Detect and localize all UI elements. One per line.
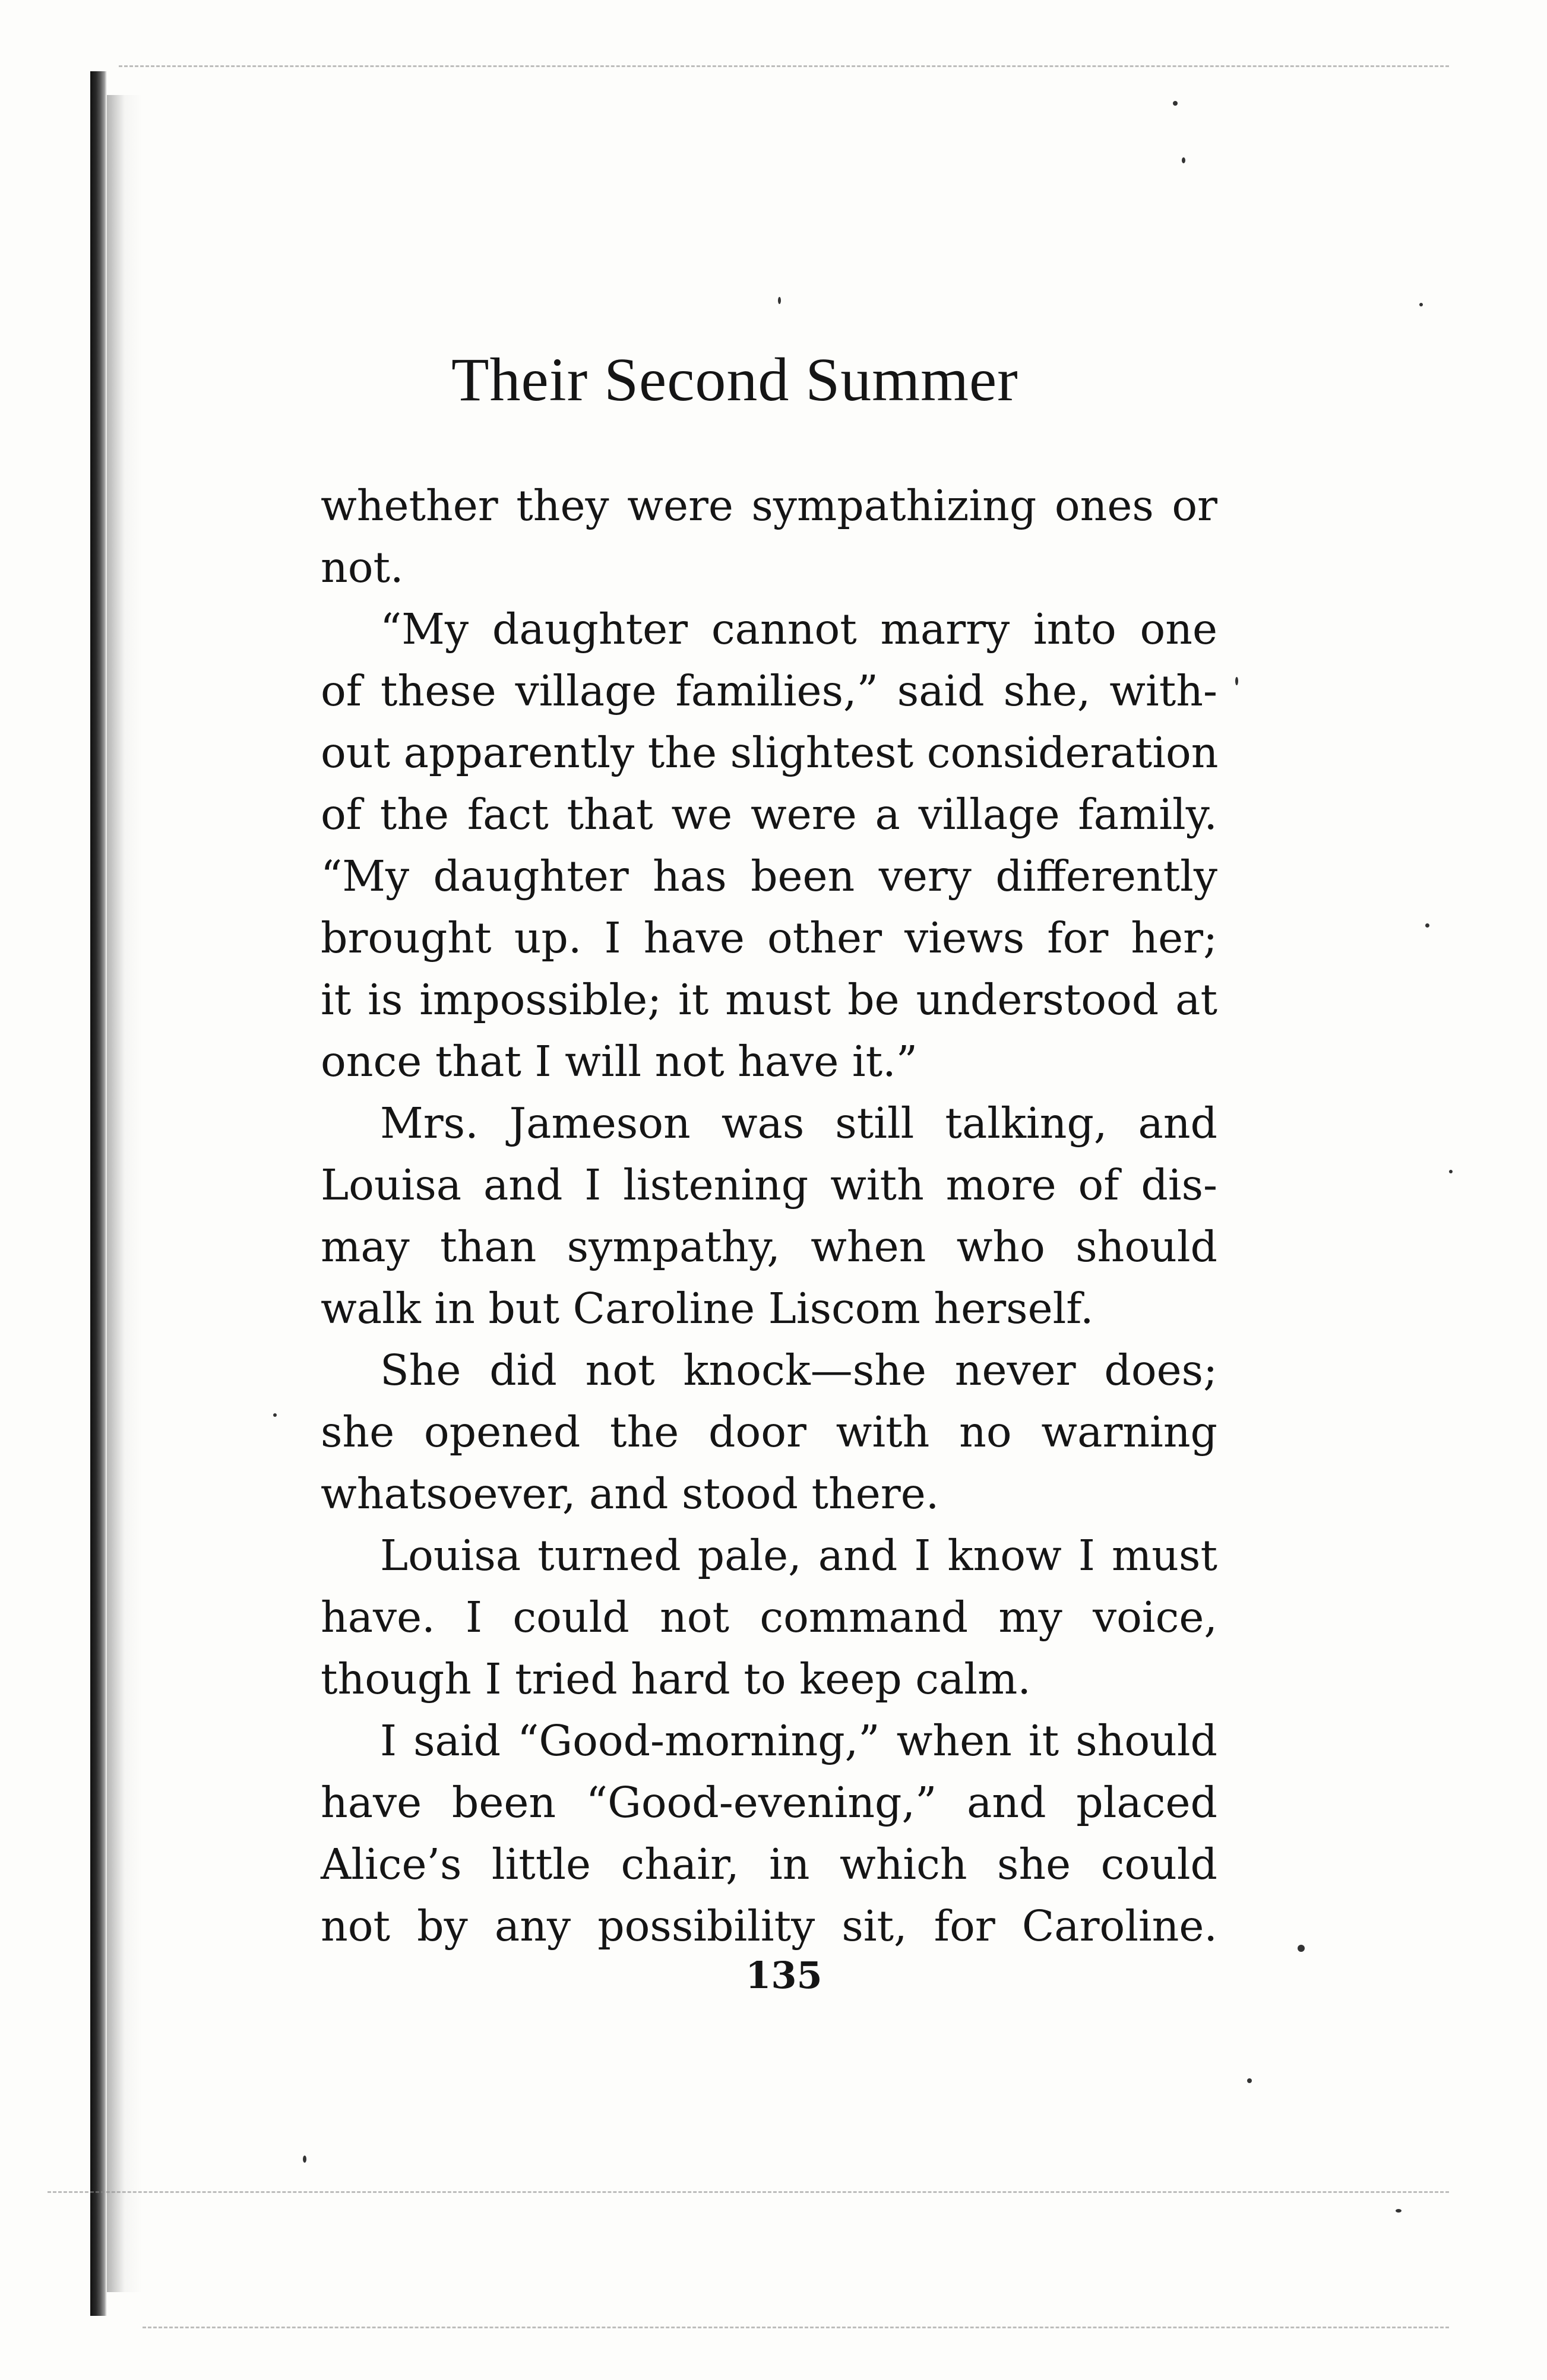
text-line: have. I could not command my voice, bbox=[321, 1593, 1217, 1642]
text-line: whatsoever, and stood there. bbox=[321, 1469, 939, 1518]
text-line: have been “Good-evening,” and placed bbox=[321, 1778, 1217, 1827]
text-line: of the fact that we were a village family. bbox=[321, 790, 1217, 839]
binding-edge bbox=[90, 71, 107, 2316]
text-line: not. bbox=[321, 543, 404, 592]
text-line: Louisa and I listening with more of dis- bbox=[321, 1160, 1217, 1210]
page-number: 135 bbox=[745, 1954, 822, 1997]
text-line: I said “Good-morning,” when it should bbox=[380, 1716, 1217, 1765]
scan-edge-lower bbox=[48, 2191, 1449, 2194]
text-line: though I tried hard to keep calm. bbox=[321, 1654, 1031, 1704]
text-line: may than sympathy, when who should bbox=[321, 1222, 1217, 1271]
text-line: Alice’s little chair, in which she could bbox=[321, 1840, 1217, 1889]
scan-edge-top bbox=[119, 65, 1449, 68]
scan-edge-bottom bbox=[143, 2327, 1449, 2330]
text-line: of these village families,” said she, with- bbox=[321, 666, 1217, 716]
running-title: Their Second Summer bbox=[451, 346, 1018, 414]
text-line: Louisa turned pale, and I know I must bbox=[380, 1531, 1217, 1580]
text-line: whether they were sympathizing ones or bbox=[321, 481, 1217, 530]
text-line: She did not knock—she never does; bbox=[380, 1346, 1217, 1395]
text-line: walk in but Caroline Liscom herself. bbox=[321, 1284, 1094, 1333]
text-line: it is impossible; it must be understood at bbox=[321, 975, 1217, 1024]
text-line: not by any possibility sit, for Caroline. bbox=[321, 1901, 1217, 1951]
text-line: “My daughter cannot marry into one bbox=[380, 605, 1217, 654]
text-line: once that I will not have it.” bbox=[321, 1037, 918, 1086]
text-line: out apparently the slightest consideration bbox=[321, 728, 1219, 777]
text-line: she opened the door with no warning bbox=[321, 1407, 1217, 1457]
text-line: Mrs. Jameson was still talking, and bbox=[380, 1099, 1217, 1148]
text-line: “My daughter has been very differently bbox=[321, 852, 1217, 901]
binding-shadow bbox=[107, 95, 143, 2292]
body-text bbox=[321, 475, 1217, 1957]
text-line: brought up. I have other views for her; bbox=[321, 913, 1217, 963]
